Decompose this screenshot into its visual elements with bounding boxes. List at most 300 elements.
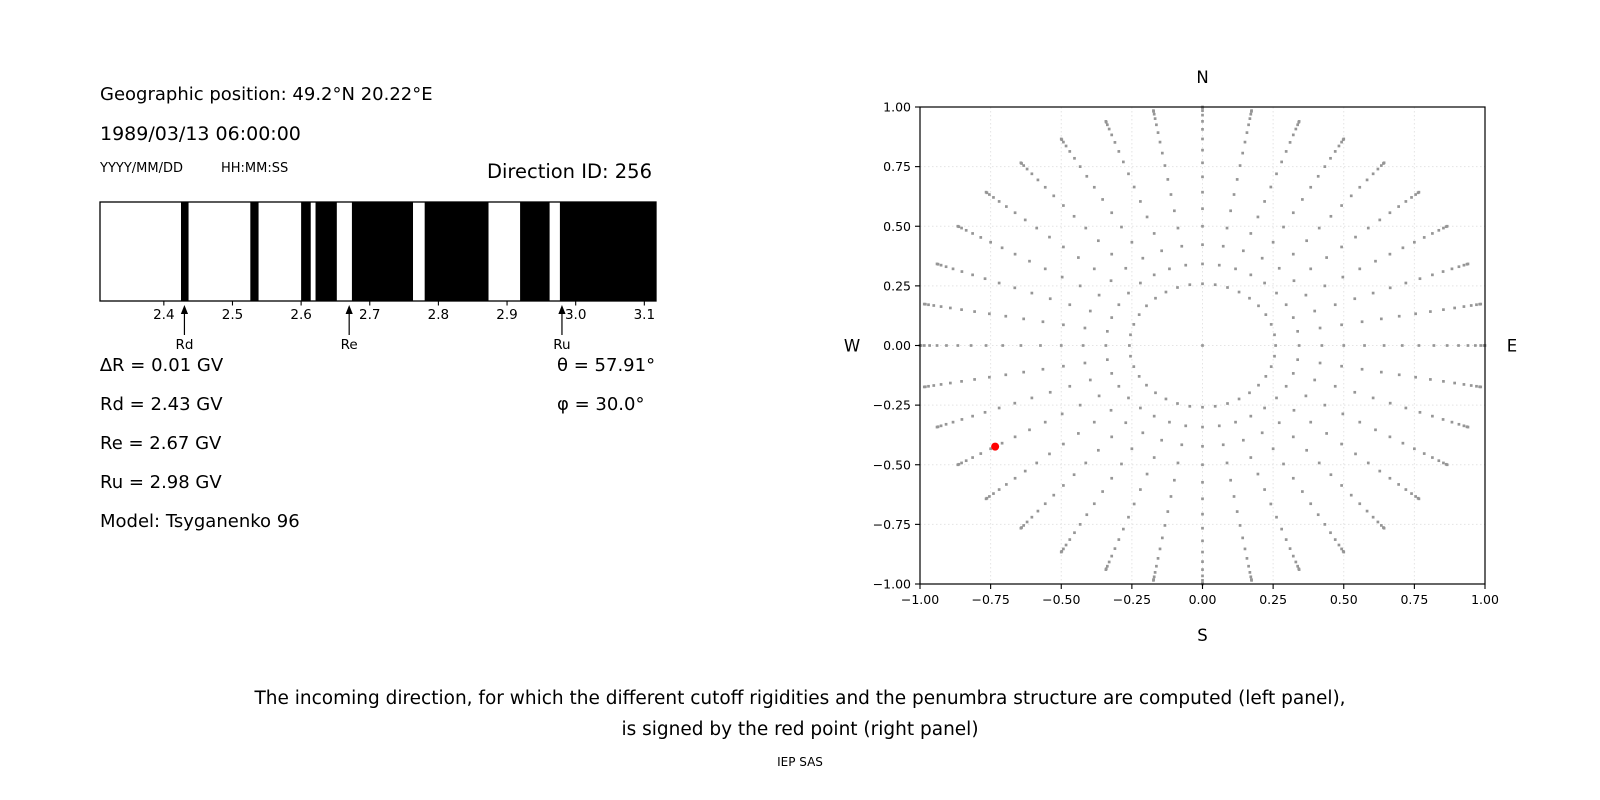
direction-grid-dot — [1201, 426, 1204, 429]
penumbra-forbidden-band — [560, 202, 656, 301]
direction-grid-dot — [1236, 510, 1239, 513]
direction-grid-dot — [1257, 216, 1260, 219]
direction-grid-dot — [1014, 211, 1017, 214]
direction-grid-dot — [1013, 286, 1016, 289]
direction-grid-dot — [1110, 211, 1113, 214]
direction-grid-dot — [1423, 452, 1426, 455]
direction-grid-dot — [1026, 168, 1029, 171]
x-tick-label: −1.00 — [900, 592, 940, 607]
direction-grid-dot — [1234, 421, 1237, 424]
direction-grid-dot — [1020, 344, 1023, 347]
direction-grid-dot — [1334, 150, 1337, 153]
direction-grid-dot — [1141, 431, 1144, 434]
direction-grid-dot — [1458, 423, 1461, 426]
direction-grid-dot — [1062, 323, 1065, 326]
direction-grid-dot — [1153, 575, 1156, 578]
direction-grid-dot — [1201, 406, 1204, 409]
direction-grid-dot — [1236, 178, 1239, 181]
direction-grid-dot — [1453, 307, 1456, 310]
direction-grid-dot — [1273, 355, 1276, 358]
penumbra-forbidden-band — [250, 202, 258, 301]
direction-grid-dot — [1201, 161, 1204, 164]
direction-grid-dot — [1334, 385, 1337, 388]
direction-grid-dot — [961, 418, 964, 421]
direction-grid-dot — [1166, 178, 1169, 181]
direction-grid-dot — [1275, 172, 1278, 175]
direction-grid-dot — [1463, 305, 1466, 308]
direction-grid-dot — [1479, 344, 1482, 347]
direction-grid-dot — [1168, 421, 1171, 424]
direction-grid-dot — [1377, 521, 1380, 524]
direction-grid-dot — [1378, 219, 1381, 222]
direction-grid-dot — [928, 344, 931, 347]
direction-grid-dot — [1042, 368, 1045, 371]
direction-grid-dot — [1139, 407, 1142, 410]
direction-grid-dot — [1353, 297, 1356, 300]
x-tick-label: 2.9 — [496, 307, 518, 323]
direction-grid-dot — [1028, 428, 1031, 431]
direction-grid-dot — [1282, 463, 1285, 466]
direction-grid-dot — [1229, 479, 1232, 482]
direction-grid-dot — [1022, 371, 1025, 374]
direction-grid-dot — [1098, 395, 1101, 398]
direction-grid-dot — [1026, 521, 1029, 524]
direction-grid-dot — [998, 200, 1001, 203]
direction-grid-dot — [1062, 443, 1065, 446]
direction-grid-dot — [1296, 358, 1299, 361]
direction-grid-dot — [1405, 407, 1408, 410]
y-tick-label: 0.50 — [883, 218, 911, 234]
direction-grid-dot — [1159, 548, 1162, 551]
direction-grid-dot — [1048, 453, 1051, 456]
direction-grid-dot — [1146, 473, 1149, 476]
direction-grid-dot — [1173, 209, 1176, 212]
direction-grid-dot — [1089, 310, 1092, 313]
direction-grid-dot — [1110, 253, 1113, 256]
x-tick-label: 2.5 — [221, 307, 244, 323]
direction-grid-dot — [1001, 442, 1004, 445]
direction-grid-dot — [1475, 303, 1478, 306]
direction-grid-dot — [1201, 176, 1204, 179]
direction-grid-dot — [1358, 421, 1361, 424]
direction-grid-dot — [1222, 443, 1225, 446]
penumbra-chart — [90, 195, 680, 360]
direction-grid-dot — [1340, 141, 1343, 144]
direction-grid-dot — [1120, 226, 1123, 229]
direction-grid-dot — [936, 426, 939, 429]
x-tick-label: 0.75 — [1400, 592, 1429, 607]
y-tick-label: 0.25 — [883, 278, 911, 294]
direction-grid-dot — [1024, 219, 1027, 222]
direction-grid-dot — [1155, 123, 1158, 126]
direction-grid-dot — [1132, 365, 1135, 368]
direction-grid-dot — [1180, 443, 1183, 446]
direction-grid-dot — [1114, 141, 1117, 144]
x-tick-label: 0.00 — [1188, 592, 1217, 607]
direction-grid-dot — [1330, 473, 1333, 476]
direction-grid-dot — [1334, 303, 1337, 306]
penumbra-forbidden-band — [301, 202, 311, 301]
direction-grid-dot — [1285, 385, 1288, 388]
direction-grid-dot — [1309, 421, 1312, 424]
direction-grid-dot — [1292, 555, 1295, 558]
direction-grid-dot — [1350, 494, 1353, 497]
direction-grid-dot — [923, 386, 926, 389]
direction-grid-dot — [1084, 327, 1087, 330]
direction-grid-dot — [1249, 415, 1252, 418]
direction-grid-dot — [1201, 114, 1204, 117]
direction-grid-dot — [1035, 227, 1038, 230]
direction-grid-dot — [1250, 579, 1253, 582]
direction-grid-dot — [1401, 344, 1404, 347]
direction-grid-dot — [1402, 442, 1405, 445]
caption-line-2: is signed by the red point (right panel) — [621, 719, 979, 740]
direction-grid-dot — [1084, 227, 1087, 230]
direction-grid-dot — [1020, 161, 1023, 164]
direction-grid-dot — [1249, 232, 1252, 235]
direction-grid-dot — [1093, 502, 1096, 505]
compass-label-west: W — [843, 336, 861, 356]
direction-grid-dot — [1014, 253, 1017, 256]
direction-grid-dot — [1366, 510, 1369, 513]
direction-grid-dot — [1226, 227, 1229, 230]
direction-grid-dot — [1463, 424, 1466, 427]
penumbra-forbidden-band — [520, 202, 550, 301]
direction-grid-dot — [1261, 431, 1264, 434]
direction-grid-dot — [979, 236, 982, 239]
direction-grid-dot — [1309, 186, 1312, 189]
direction-grid-dot — [1201, 551, 1204, 554]
direction-grid-dot — [940, 264, 943, 267]
cutoff-arrow-label: Rd — [175, 337, 194, 353]
direction-grid-dot — [1079, 523, 1082, 526]
direction-grid-dot — [932, 304, 935, 307]
direction-grid-dot — [1296, 565, 1299, 568]
direction-grid-dot — [1292, 211, 1295, 214]
direction-grid-dot — [1085, 513, 1088, 516]
direction-grid-dot — [1397, 483, 1400, 486]
direction-grid-dot — [1139, 200, 1142, 203]
direction-grid-dot — [1035, 462, 1038, 465]
direction-grid-dot — [1467, 263, 1470, 266]
direction-grid-dot — [1301, 490, 1304, 493]
direction-grid-dot — [1451, 421, 1454, 424]
direction-grid-dot — [1233, 495, 1236, 498]
direction-grid-dot — [1257, 473, 1260, 476]
direction-grid-dot — [1188, 405, 1191, 408]
direction-grid-dot — [1361, 320, 1364, 323]
direction-grid-dot — [1457, 344, 1460, 347]
direction-grid-dot — [1014, 436, 1017, 439]
y-tick-label: 0.00 — [883, 338, 911, 353]
direction-grid-dot — [1073, 157, 1076, 160]
x-tick-label: 1.00 — [1471, 592, 1499, 607]
direction-grid-dot — [1117, 303, 1120, 306]
x-tick-label: 2.8 — [427, 307, 450, 323]
direction-grid-dot — [1309, 267, 1312, 270]
direction-grid-dot — [1272, 447, 1275, 450]
direction-grid-dot — [1141, 257, 1144, 260]
direction-grid-dot — [1165, 398, 1168, 401]
direction-grid-dot — [1414, 193, 1417, 196]
direction-grid-dot — [1226, 462, 1229, 465]
penumbra-forbidden-band — [425, 202, 489, 301]
direction-grid-dot — [923, 303, 926, 306]
direction-grid-dot — [1257, 384, 1260, 387]
direction-grid-dot — [1138, 313, 1141, 316]
direction-grid-dot — [1275, 516, 1278, 519]
direction-grid-dot — [998, 282, 1001, 285]
direction-grid-dot — [1110, 372, 1113, 375]
x-tick-label: 0.25 — [1259, 592, 1288, 607]
direction-grid-dot — [1159, 141, 1162, 144]
direction-grid-dot — [1296, 330, 1299, 333]
direction-grid-dot — [1372, 172, 1375, 175]
direction-grid-dot — [1479, 386, 1482, 389]
direction-grid-dot — [1318, 462, 1321, 465]
phi-text: φ = 30.0° — [557, 394, 645, 415]
direction-grid-dot — [1133, 503, 1136, 506]
direction-grid-dot — [1106, 358, 1109, 361]
caption-line-1: The incoming direction, for which the different cutoff rigidities and the penumbra structure are computed (left panel), — [254, 688, 1346, 709]
direction-grid-dot — [1093, 267, 1096, 270]
direction-grid-dot — [1250, 109, 1253, 112]
direction-grid-dot — [1133, 186, 1136, 189]
direction-grid-dot — [1004, 373, 1007, 376]
direction-grid-dot — [1446, 463, 1449, 466]
direction-grid-dot — [1152, 579, 1155, 582]
direction-grid-dot — [1084, 462, 1087, 465]
direction-grid-dot — [1117, 538, 1120, 541]
direction-grid-dot — [1082, 344, 1085, 347]
direction-grid-dot — [949, 307, 952, 310]
direction-grid-dot — [1442, 227, 1445, 230]
direction-grid-dot — [1127, 397, 1130, 400]
direction-grid-dot — [1164, 524, 1167, 527]
x-tick-label: 3.1 — [633, 307, 656, 323]
direction-grid-dot — [1226, 402, 1229, 405]
direction-grid-dot — [1431, 274, 1434, 277]
direction-grid-dot — [1246, 557, 1249, 560]
direction-grid-dot — [1437, 229, 1440, 232]
direction-grid-dot — [1446, 344, 1449, 347]
direction-grid-dot — [1154, 571, 1157, 574]
direction-grid-dot — [1131, 241, 1134, 244]
direction-grid-dot — [1062, 204, 1065, 207]
cutoff-arrow-label: Re — [340, 337, 358, 353]
model-text: Model: Tsyganenko 96 — [100, 511, 300, 532]
date-format-label: YYYY/MM/DD — [100, 161, 183, 176]
direction-grid-dot — [1031, 292, 1034, 295]
direction-grid-dot — [936, 344, 939, 347]
direction-grid-dot — [1325, 256, 1328, 259]
direction-grid-dot — [1073, 215, 1076, 218]
direction-grid-dot — [1073, 473, 1076, 476]
direction-grid-dot — [1128, 344, 1131, 347]
direction-grid-dot — [1180, 245, 1183, 248]
direction-grid-dot — [1004, 315, 1007, 318]
direction-grid-dot — [1269, 186, 1272, 189]
direction-grid-dot — [1285, 538, 1288, 541]
direction-grid-dot — [1323, 285, 1326, 288]
direction-grid-dot — [1028, 260, 1031, 263]
direction-grid-dot — [1044, 502, 1047, 505]
direction-grid-dot — [1257, 304, 1260, 307]
direction-grid-dot — [1085, 175, 1088, 178]
direction-grid-dot — [1062, 365, 1065, 368]
direction-grid-dot — [1201, 445, 1204, 448]
direction-grid-dot — [927, 303, 930, 306]
direction-grid-dot — [1062, 141, 1065, 144]
direction-grid-dot — [1247, 565, 1250, 568]
direction-grid-dot — [1201, 282, 1204, 285]
direction-grid-dot — [1475, 385, 1478, 388]
direction-grid-dot — [1353, 391, 1356, 394]
direction-grid-dot — [1122, 161, 1125, 164]
direction-grid-dot — [1049, 297, 1052, 300]
direction-grid-dot — [1062, 246, 1065, 249]
direction-grid-dot — [1177, 462, 1180, 465]
direction-grid-dot — [1238, 291, 1241, 294]
direction-grid-dot — [973, 378, 976, 381]
direction-grid-dot — [1292, 436, 1295, 439]
direction-grid-dot — [1110, 316, 1113, 319]
direction-grid-dot — [1201, 138, 1204, 141]
direction-grid-dot — [1389, 211, 1392, 214]
direction-grid-dot — [1389, 477, 1392, 480]
direction-grid-dot — [1292, 134, 1295, 137]
direction-grid-dot — [1249, 117, 1252, 120]
direction-grid-dot — [1117, 150, 1120, 153]
direction-grid-dot — [1201, 120, 1204, 123]
direction-grid-dot — [1367, 462, 1370, 465]
direction-grid-dot — [1463, 264, 1466, 267]
direction-grid-dot — [1274, 344, 1277, 347]
direction-grid-dot — [1340, 484, 1343, 487]
direction-grid-dot — [956, 463, 959, 466]
direction-grid-dot — [1131, 447, 1134, 450]
direction-grid-dot — [1334, 538, 1337, 541]
direction-grid-dot — [1342, 551, 1345, 554]
direction-grid-dot — [1218, 264, 1221, 267]
direction-grid-dot — [1342, 344, 1345, 347]
direction-grid-dot — [1170, 193, 1173, 196]
direction-grid-dot — [1031, 172, 1034, 175]
direction-grid-dot — [1378, 470, 1381, 473]
direction-grid-dot — [1340, 204, 1343, 207]
direction-grid-dot — [1410, 492, 1413, 495]
direction-grid-dot — [1270, 323, 1273, 326]
direction-grid-dot — [1247, 123, 1250, 126]
direction-grid-dot — [1110, 436, 1113, 439]
direction-grid-dot — [1418, 497, 1421, 500]
direction-grid-dot — [1453, 382, 1456, 385]
direction-grid-dot — [1269, 503, 1272, 506]
direction-grid-dot — [1124, 267, 1127, 270]
direction-grid-dot — [1309, 502, 1312, 505]
direction-grid-dot — [1201, 263, 1204, 266]
direction-grid-dot — [1127, 172, 1130, 175]
direction-grid-dot — [1177, 227, 1180, 230]
direction-grid-dot — [1201, 191, 1204, 194]
direction-grid-dot — [1340, 548, 1343, 551]
direction-grid-dot — [1278, 421, 1281, 424]
direction-grid-dot — [1201, 481, 1204, 484]
direction-grid-dot — [945, 344, 948, 347]
direction-grid-dot — [1241, 537, 1244, 540]
direction-grid-dot — [985, 344, 988, 347]
direction-grid-dot — [1470, 384, 1473, 387]
direction-grid-dot — [1084, 362, 1087, 365]
rd-text: Rd = 2.43 GV — [100, 394, 223, 415]
direction-grid-dot — [1110, 134, 1113, 137]
direction-grid-dot — [1429, 310, 1432, 313]
direction-grid-dot — [1374, 428, 1377, 431]
direction-grid-dot — [1358, 186, 1361, 189]
direction-grid-dot — [1176, 286, 1179, 289]
direction-grid-dot — [1410, 196, 1413, 199]
direction-grid-dot — [988, 193, 991, 196]
direction-grid-dot — [973, 310, 976, 313]
direction-grid-dot — [1354, 236, 1357, 239]
direction-grid-dot — [1414, 312, 1417, 315]
direction-grid-dot — [1389, 286, 1392, 289]
cutoff-arrow-head — [181, 305, 188, 314]
direction-grid-dot — [1429, 378, 1432, 381]
direction-grid-dot — [1077, 256, 1080, 259]
direction-grid-dot — [1329, 157, 1332, 160]
direction-grid-dot — [998, 407, 1001, 410]
direction-grid-dot — [1323, 165, 1326, 168]
direction-grid-dot — [1249, 456, 1252, 459]
direction-grid-dot — [1338, 145, 1341, 148]
direction-grid-dot — [1139, 282, 1142, 285]
direction-grid-dot — [1358, 502, 1361, 505]
delta-r-text: ∆R = 0.01 GV — [100, 355, 224, 376]
direction-grid-dot — [1442, 380, 1445, 383]
direction-grid-dot — [1129, 333, 1132, 336]
direction-grid-dot — [1201, 513, 1204, 516]
direction-grid-dot — [1060, 344, 1063, 347]
direction-grid-dot — [1164, 164, 1167, 167]
direction-grid-dot — [1338, 544, 1341, 547]
direction-grid-dot — [992, 492, 995, 495]
direction-grid-dot — [1305, 239, 1308, 242]
direction-grid-dot — [1201, 497, 1204, 500]
direction-grid-dot — [1234, 267, 1237, 270]
direction-grid-dot — [1153, 456, 1156, 459]
direction-grid-dot — [1405, 200, 1408, 203]
direction-grid-dot — [1242, 249, 1245, 252]
direction-grid-dot — [1165, 291, 1168, 294]
direction-grid-dot — [1402, 246, 1405, 249]
compass-label-south: S — [1197, 626, 1208, 645]
direction-grid-dot — [1383, 344, 1386, 347]
direction-grid-dot — [1132, 323, 1135, 326]
direction-grid-dot — [1414, 376, 1417, 379]
direction-grid-dot — [1249, 575, 1252, 578]
direction-grid-dot — [1389, 253, 1392, 256]
direction-grid-dot — [1289, 547, 1292, 550]
direction-grid-dot — [945, 265, 948, 268]
direction-grid-dot — [1146, 216, 1149, 219]
direction-grid-dot — [1249, 113, 1252, 116]
direction-grid-dot — [1248, 297, 1251, 300]
direction-grid-dot — [1292, 253, 1295, 256]
direction-grid-dot — [1093, 421, 1096, 424]
direction-grid-dot — [1270, 365, 1273, 368]
direction-grid-dot — [1201, 128, 1204, 131]
